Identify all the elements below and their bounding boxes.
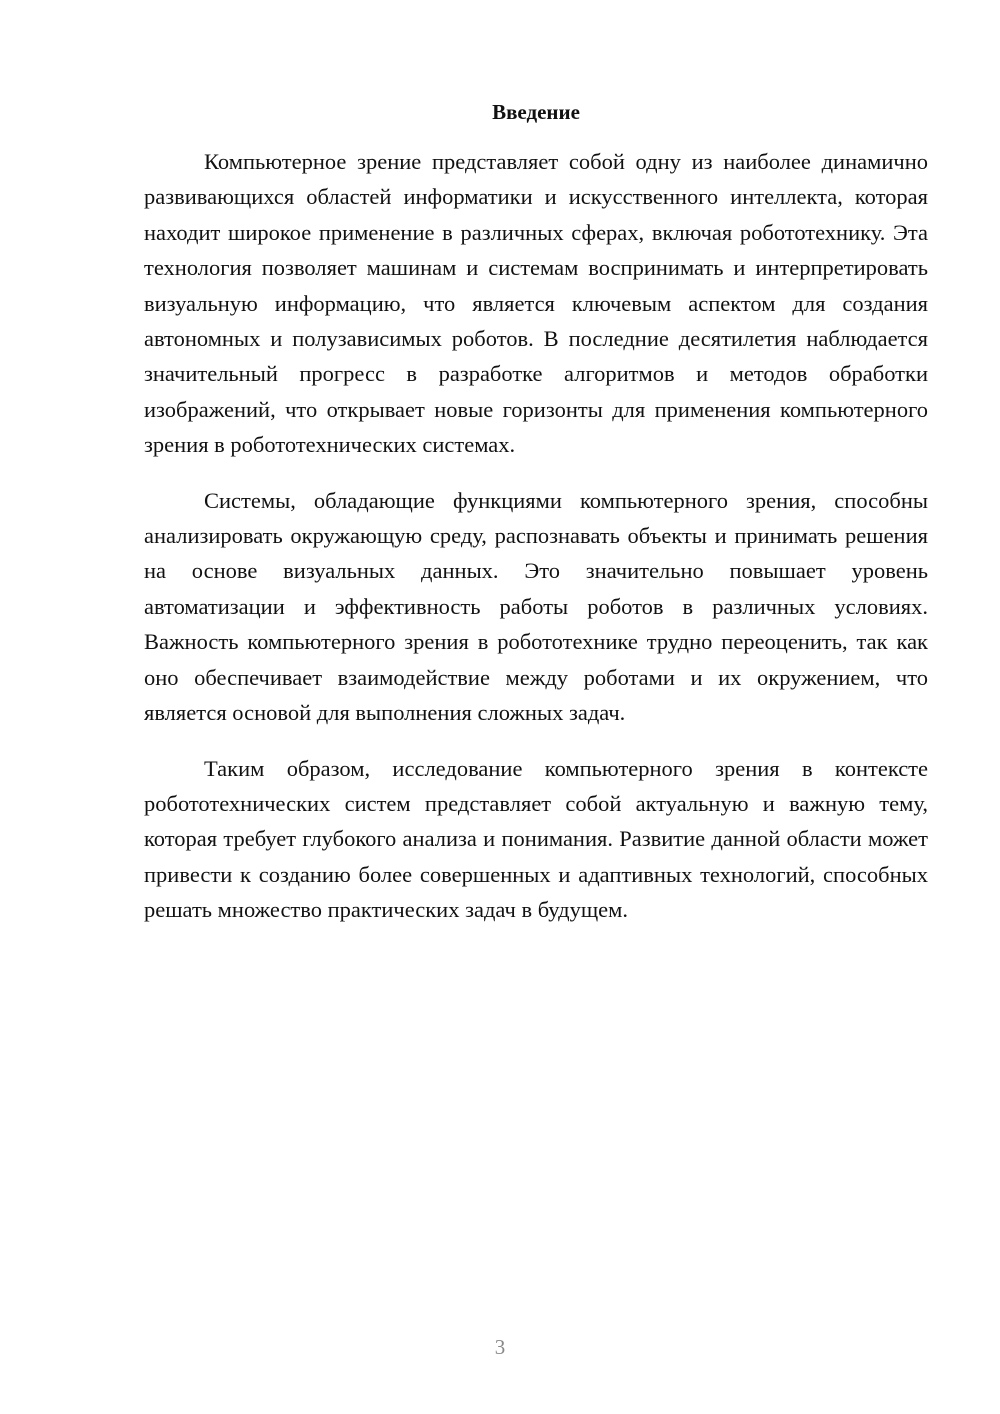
section-heading: Введение (492, 100, 580, 124)
page-number: 3 (494, 1335, 506, 1359)
paragraph-2: Системы, обладающие функциями компьютерного зрения, способны анализировать окружающую среду, распознавать объекты и принимать решения на основе визуальных данных. Это значительно повышает уровень автоматизации и эффективность работы роботов в различных условиях. Важность компьютерного зрения в робототехнике трудно переоценить, так как оно обеспечивает взаимодействие между роботами и их окружением, что является основой для выполнения сложных задач. (144, 487, 928, 726)
body-text (144, 144, 928, 948)
paragraph-3: Таким образом, исследование компьютерного зрения в контексте робототехнических систем представляет собой актуальную и важную тему, которая требует глубокого анализа и понимания. Развитие данной области может привести к созданию более совершенных и адаптивных технологий, способных решать множество практических задач в будущем. (144, 755, 928, 923)
paragraph-1: Компьютерное зрение представляет собой одну из наиболее динамично развивающихся областей информатики и искусственного интеллекта, которая находит широкое применение в различных сферах, включая робототехнику. Эта технология позволяет машинам и системам воспринимать и интерпретировать визуальную информацию, что является ключевым аспектом для создания автономных и полузависимых роботов. В последние десятилетия наблюдается значительный прогресс в разработке алгоритмов и методов обработки изображений, что открывает новые горизонты для применения компьютерного зрения в робототехнических системах. (144, 149, 928, 458)
